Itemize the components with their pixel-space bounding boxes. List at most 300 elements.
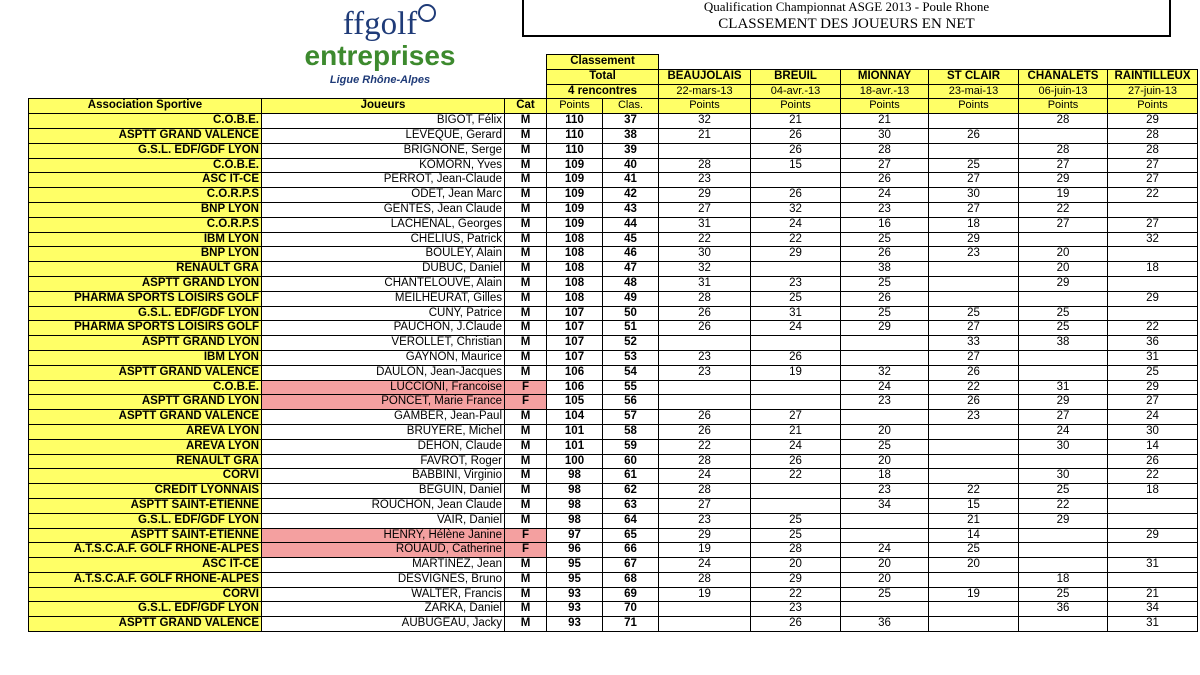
event-name: MIONNAY <box>841 69 929 84</box>
event-score-cell: 24 <box>751 439 841 454</box>
asso-cell: ASPTT SAINT-ETIENNE <box>29 528 262 543</box>
event-score-cell: 23 <box>659 173 751 188</box>
asso-cell: ASPTT GRAND VALENCE <box>29 410 262 425</box>
player-cell: HENRY, Hélène Janine <box>262 528 505 543</box>
event-score-cell <box>1108 202 1198 217</box>
asso-cell: BNP LYON <box>29 247 262 262</box>
event-score-cell <box>841 350 929 365</box>
player-cell: VEROLLET, Christian <box>262 336 505 351</box>
total-points-cell: 109 <box>547 202 603 217</box>
cat-cell: M <box>505 365 547 380</box>
event-col: Points <box>1108 99 1198 114</box>
event-score-cell: 25 <box>1019 484 1108 499</box>
event-score-cell <box>929 454 1019 469</box>
total-points-cell: 93 <box>547 587 603 602</box>
table-row <box>29 128 1198 143</box>
event-score-cell: 25 <box>1019 321 1108 336</box>
cat-cell: M <box>505 587 547 602</box>
player-cell: BIGOT, Félix <box>262 114 505 129</box>
table-row <box>29 232 1198 247</box>
event-score-cell: 22 <box>1019 202 1108 217</box>
cat-cell: M <box>505 321 547 336</box>
event-score-cell: 25 <box>841 587 929 602</box>
total-points-cell: 106 <box>547 380 603 395</box>
event-score-cell: 32 <box>659 114 751 129</box>
asso-cell: IBM LYON <box>29 232 262 247</box>
rank-cell: 69 <box>603 587 659 602</box>
total-points-cell: 98 <box>547 469 603 484</box>
event-score-cell <box>1019 558 1108 573</box>
asso-cell: ASC IT-CE <box>29 173 262 188</box>
event-col: Points <box>751 99 841 114</box>
event-score-cell: 30 <box>659 247 751 262</box>
asso-cell: AREVA LYON <box>29 439 262 454</box>
event-score-cell: 20 <box>1019 247 1108 262</box>
event-score-cell <box>1019 232 1108 247</box>
player-cell: ROUCHON, Jean Claude <box>262 498 505 513</box>
event-score-cell: 18 <box>1108 262 1198 277</box>
player-cell: DUBUC, Daniel <box>262 262 505 277</box>
player-cell: VAIR, Daniel <box>262 513 505 528</box>
rank-cell: 45 <box>603 232 659 247</box>
asso-cell: PHARMA SPORTS LOISIRS GOLF <box>29 291 262 306</box>
rank-cell: 50 <box>603 306 659 321</box>
event-score-cell: 20 <box>841 558 929 573</box>
asso-cell: ASPTT GRAND VALENCE <box>29 128 262 143</box>
event-score-cell: 27 <box>1019 158 1108 173</box>
rank-cell: 60 <box>603 454 659 469</box>
event-score-cell: 20 <box>929 558 1019 573</box>
header-rencontres: 4 rencontres <box>547 84 659 99</box>
event-score-cell: 18 <box>1019 572 1108 587</box>
asso-cell: AREVA LYON <box>29 424 262 439</box>
table-row <box>29 528 1198 543</box>
asso-cell: A.T.S.C.A.F. GOLF RHONE-ALPES <box>29 572 262 587</box>
event-score-cell: 22 <box>929 484 1019 499</box>
player-cell: MARTINEZ, Jean <box>262 558 505 573</box>
event-date: 27-juin-13 <box>1108 84 1198 99</box>
cat-cell: M <box>505 558 547 573</box>
event-score-cell <box>841 602 929 617</box>
total-points-cell: 104 <box>547 410 603 425</box>
event-score-cell: 29 <box>1108 114 1198 129</box>
rank-cell: 54 <box>603 365 659 380</box>
rank-cell: 67 <box>603 558 659 573</box>
table-header <box>29 55 1198 114</box>
event-score-cell: 26 <box>841 173 929 188</box>
event-score-cell: 27 <box>659 498 751 513</box>
player-cell: LUCCIONI, Francoise <box>262 380 505 395</box>
total-points-cell: 101 <box>547 439 603 454</box>
event-score-cell: 25 <box>841 232 929 247</box>
table-row <box>29 143 1198 158</box>
event-score-cell: 25 <box>1108 365 1198 380</box>
player-cell: ROUAUD, Catherine <box>262 543 505 558</box>
asso-cell: G.S.L. EDF/GDF LYON <box>29 306 262 321</box>
table-row <box>29 558 1198 573</box>
player-cell: AUBUGEAU, Jacky <box>262 617 505 632</box>
total-points-cell: 98 <box>547 484 603 499</box>
rank-cell: 63 <box>603 498 659 513</box>
cat-cell: M <box>505 410 547 425</box>
total-points-cell: 93 <box>547 617 603 632</box>
event-score-cell: 25 <box>751 528 841 543</box>
total-points-cell: 109 <box>547 158 603 173</box>
event-col: Points <box>1019 99 1108 114</box>
table-row <box>29 114 1198 129</box>
event-score-cell <box>751 498 841 513</box>
total-points-cell: 110 <box>547 114 603 129</box>
event-score-cell <box>1108 306 1198 321</box>
event-score-cell: 27 <box>929 173 1019 188</box>
cat-cell: M <box>505 350 547 365</box>
event-score-cell: 24 <box>751 321 841 336</box>
event-score-cell: 26 <box>841 291 929 306</box>
total-points-cell: 110 <box>547 128 603 143</box>
player-cell: GAYNON, Maurice <box>262 350 505 365</box>
total-points-cell: 108 <box>547 276 603 291</box>
event-score-cell: 25 <box>1019 587 1108 602</box>
rank-cell: 71 <box>603 617 659 632</box>
event-score-cell: 34 <box>841 498 929 513</box>
event-score-cell: 21 <box>841 114 929 129</box>
total-points-cell: 95 <box>547 572 603 587</box>
player-cell: GAMBER, Jean-Paul <box>262 410 505 425</box>
title-line2: CLASSEMENT DES JOUEURS EN NET <box>718 16 975 32</box>
table-row <box>29 365 1198 380</box>
total-points-cell: 107 <box>547 350 603 365</box>
rank-cell: 70 <box>603 602 659 617</box>
event-score-cell <box>929 424 1019 439</box>
rank-cell: 42 <box>603 188 659 203</box>
asso-cell: ASPTT GRAND VALENCE <box>29 617 262 632</box>
event-score-cell: 31 <box>1108 617 1198 632</box>
header-classement: Classement <box>547 55 659 70</box>
player-cell: BEGUIN, Daniel <box>262 484 505 499</box>
cat-cell: M <box>505 291 547 306</box>
event-score-cell <box>841 410 929 425</box>
event-score-cell: 18 <box>841 469 929 484</box>
event-score-cell: 29 <box>1019 395 1108 410</box>
event-score-cell: 29 <box>659 188 751 203</box>
title-box <box>522 0 1171 37</box>
event-score-cell: 26 <box>1108 454 1198 469</box>
event-score-cell: 29 <box>1108 291 1198 306</box>
event-score-cell: 21 <box>929 513 1019 528</box>
asso-cell: CORVI <box>29 469 262 484</box>
total-points-cell: 96 <box>547 543 603 558</box>
event-score-cell: 19 <box>659 543 751 558</box>
event-score-cell <box>659 380 751 395</box>
total-points-cell: 98 <box>547 513 603 528</box>
asso-cell: RENAULT GRA <box>29 262 262 277</box>
table-row <box>29 202 1198 217</box>
event-score-cell <box>1108 498 1198 513</box>
event-score-cell: 20 <box>841 454 929 469</box>
event-score-cell: 28 <box>1108 128 1198 143</box>
rank-cell: 37 <box>603 114 659 129</box>
event-score-cell: 28 <box>659 484 751 499</box>
asso-cell: ASPTT GRAND LYON <box>29 336 262 351</box>
header-association: Association Sportive <box>29 99 262 114</box>
cat-cell: F <box>505 395 547 410</box>
player-cell: PERROT, Jean-Claude <box>262 173 505 188</box>
event-score-cell: 24 <box>841 188 929 203</box>
ranking-table <box>28 54 1198 632</box>
event-name: BEAUJOLAIS <box>659 69 751 84</box>
event-score-cell: 27 <box>1108 395 1198 410</box>
table-row <box>29 173 1198 188</box>
asso-cell: ASC IT-CE <box>29 558 262 573</box>
event-score-cell: 16 <box>841 217 929 232</box>
table-row <box>29 587 1198 602</box>
rank-cell: 61 <box>603 469 659 484</box>
cat-cell: M <box>505 484 547 499</box>
asso-cell: C.O.B.E. <box>29 114 262 129</box>
event-score-cell: 36 <box>1108 336 1198 351</box>
rank-cell: 40 <box>603 158 659 173</box>
event-score-cell: 15 <box>929 498 1019 513</box>
event-score-cell <box>1108 247 1198 262</box>
table-row <box>29 262 1198 277</box>
player-cell: DAULON, Jean-Jacques <box>262 365 505 380</box>
header-points: Points <box>547 99 603 114</box>
event-score-cell: 27 <box>659 202 751 217</box>
event-score-cell: 20 <box>841 424 929 439</box>
cat-cell: M <box>505 114 547 129</box>
event-score-cell: 26 <box>751 350 841 365</box>
asso-cell: C.O.R.P.S <box>29 188 262 203</box>
player-cell: CHANTELOUVE, Alain <box>262 276 505 291</box>
player-cell: CUNY, Patrice <box>262 306 505 321</box>
event-score-cell: 32 <box>1108 232 1198 247</box>
event-name: BREUIL <box>751 69 841 84</box>
header-cat: Cat <box>505 99 547 114</box>
event-score-cell: 31 <box>659 217 751 232</box>
rank-cell: 59 <box>603 439 659 454</box>
event-score-cell: 24 <box>841 543 929 558</box>
event-score-cell <box>751 173 841 188</box>
total-points-cell: 108 <box>547 291 603 306</box>
event-name: ST CLAIR <box>929 69 1019 84</box>
logo-region: Ligue Rhône-Alpes <box>329 74 431 86</box>
event-score-cell: 21 <box>751 424 841 439</box>
cat-cell: M <box>505 454 547 469</box>
table-row <box>29 276 1198 291</box>
total-points-cell: 109 <box>547 173 603 188</box>
event-score-cell <box>929 469 1019 484</box>
event-score-cell: 23 <box>929 410 1019 425</box>
asso-cell: C.O.B.E. <box>29 380 262 395</box>
event-score-cell: 26 <box>929 395 1019 410</box>
event-col: Points <box>929 99 1019 114</box>
event-score-cell: 36 <box>1019 602 1108 617</box>
cat-cell: F <box>505 543 547 558</box>
event-score-cell: 24 <box>841 380 929 395</box>
event-score-cell: 22 <box>751 469 841 484</box>
event-name: RAINTILLEUX <box>1108 69 1198 84</box>
event-score-cell: 25 <box>841 306 929 321</box>
player-cell: ODET, Jean Marc <box>262 188 505 203</box>
event-score-cell: 27 <box>1108 217 1198 232</box>
event-score-cell: 19 <box>1019 188 1108 203</box>
rank-cell: 46 <box>603 247 659 262</box>
event-score-cell: 19 <box>659 587 751 602</box>
event-score-cell: 30 <box>929 188 1019 203</box>
event-score-cell <box>751 336 841 351</box>
event-score-cell: 22 <box>751 232 841 247</box>
event-score-cell: 28 <box>659 291 751 306</box>
event-score-cell <box>1019 543 1108 558</box>
event-score-cell <box>659 336 751 351</box>
event-score-cell: 26 <box>841 247 929 262</box>
asso-cell: ASPTT GRAND LYON <box>29 395 262 410</box>
rank-cell: 53 <box>603 350 659 365</box>
player-cell: DESVIGNES, Bruno <box>262 572 505 587</box>
event-score-cell: 31 <box>659 276 751 291</box>
event-score-cell <box>929 143 1019 158</box>
event-score-cell: 22 <box>1108 188 1198 203</box>
player-cell: KOMORN, Yves <box>262 158 505 173</box>
event-score-cell <box>659 617 751 632</box>
cat-cell: M <box>505 617 547 632</box>
event-score-cell: 26 <box>659 306 751 321</box>
total-points-cell: 97 <box>547 528 603 543</box>
total-points-cell: 109 <box>547 188 603 203</box>
table-body <box>29 114 1198 632</box>
event-score-cell <box>751 395 841 410</box>
total-points-cell: 110 <box>547 143 603 158</box>
event-score-cell: 29 <box>751 247 841 262</box>
event-score-cell: 21 <box>659 128 751 143</box>
event-score-cell: 21 <box>751 114 841 129</box>
asso-cell: PHARMA SPORTS LOISIRS GOLF <box>29 321 262 336</box>
event-score-cell: 18 <box>1108 484 1198 499</box>
player-cell: CHELIUS, Patrick <box>262 232 505 247</box>
event-score-cell: 20 <box>841 572 929 587</box>
cat-cell: M <box>505 439 547 454</box>
event-score-cell: 29 <box>1019 513 1108 528</box>
event-score-cell: 32 <box>659 262 751 277</box>
event-score-cell: 26 <box>751 617 841 632</box>
event-score-cell <box>1019 128 1108 143</box>
table-row <box>29 350 1198 365</box>
player-cell: WALTER, Francis <box>262 587 505 602</box>
event-name: CHANALETS <box>1019 69 1108 84</box>
cat-cell: M <box>505 602 547 617</box>
total-points-cell: 101 <box>547 424 603 439</box>
table-row <box>29 484 1198 499</box>
cat-cell: M <box>505 143 547 158</box>
event-score-cell: 28 <box>751 543 841 558</box>
cat-cell: F <box>505 528 547 543</box>
rank-cell: 47 <box>603 262 659 277</box>
table-row <box>29 469 1198 484</box>
asso-cell: CREDIT LYONNAIS <box>29 484 262 499</box>
player-cell: BRIGNONE, Serge <box>262 143 505 158</box>
player-cell: PAUCHON, J.Claude <box>262 321 505 336</box>
rank-cell: 66 <box>603 543 659 558</box>
event-score-cell: 20 <box>1019 262 1108 277</box>
event-score-cell: 22 <box>751 587 841 602</box>
table-row <box>29 454 1198 469</box>
header-joueurs: Joueurs <box>262 99 505 114</box>
header-clas: Clas. <box>603 99 659 114</box>
cat-cell: M <box>505 336 547 351</box>
event-score-cell <box>1108 572 1198 587</box>
event-score-cell: 23 <box>841 202 929 217</box>
total-points-cell: 107 <box>547 336 603 351</box>
rank-cell: 68 <box>603 572 659 587</box>
event-score-cell <box>929 572 1019 587</box>
event-score-cell: 20 <box>751 558 841 573</box>
event-score-cell: 27 <box>841 158 929 173</box>
event-score-cell: 26 <box>659 321 751 336</box>
table-row <box>29 321 1198 336</box>
player-cell: FAVROT, Roger <box>262 454 505 469</box>
asso-cell: A.T.S.C.A.F. GOLF RHONE-ALPES <box>29 543 262 558</box>
table-row <box>29 543 1198 558</box>
event-score-cell: 29 <box>659 528 751 543</box>
player-cell: MEILHEURAT, Gilles <box>262 291 505 306</box>
event-score-cell <box>659 143 751 158</box>
total-points-cell: 107 <box>547 321 603 336</box>
rank-cell: 65 <box>603 528 659 543</box>
event-score-cell: 22 <box>1019 498 1108 513</box>
event-score-cell: 22 <box>1108 321 1198 336</box>
event-score-cell: 31 <box>1019 380 1108 395</box>
table-row <box>29 572 1198 587</box>
table-row <box>29 291 1198 306</box>
event-score-cell: 27 <box>929 350 1019 365</box>
event-score-cell <box>1019 350 1108 365</box>
cat-cell: M <box>505 469 547 484</box>
event-score-cell <box>1019 617 1108 632</box>
event-score-cell <box>841 513 929 528</box>
table-row <box>29 217 1198 232</box>
event-score-cell: 27 <box>929 202 1019 217</box>
header-total: Total <box>547 69 659 84</box>
event-score-cell: 23 <box>751 602 841 617</box>
event-score-cell: 25 <box>751 513 841 528</box>
cat-cell: M <box>505 498 547 513</box>
rank-cell: 62 <box>603 484 659 499</box>
rank-cell: 43 <box>603 202 659 217</box>
event-score-cell: 28 <box>1019 114 1108 129</box>
total-points-cell: 106 <box>547 365 603 380</box>
rank-cell: 52 <box>603 336 659 351</box>
asso-cell: C.O.R.P.S <box>29 217 262 232</box>
player-cell: GENTES, Jean Claude <box>262 202 505 217</box>
event-score-cell: 27 <box>1019 217 1108 232</box>
table-row <box>29 247 1198 262</box>
cat-cell: M <box>505 247 547 262</box>
event-date: 18-avr.-13 <box>841 84 929 99</box>
event-score-cell: 25 <box>929 306 1019 321</box>
event-score-cell: 26 <box>751 128 841 143</box>
event-score-cell: 24 <box>1019 424 1108 439</box>
event-date: 04-avr.-13 <box>751 84 841 99</box>
cat-cell: M <box>505 424 547 439</box>
asso-cell: G.S.L. EDF/GDF LYON <box>29 143 262 158</box>
player-cell: LEVEQUE, Gerard <box>262 128 505 143</box>
rank-cell: 58 <box>603 424 659 439</box>
player-cell: DEHON, Claude <box>262 439 505 454</box>
event-score-cell <box>841 336 929 351</box>
event-score-cell: 30 <box>841 128 929 143</box>
event-score-cell: 22 <box>659 232 751 247</box>
event-score-cell: 25 <box>929 543 1019 558</box>
